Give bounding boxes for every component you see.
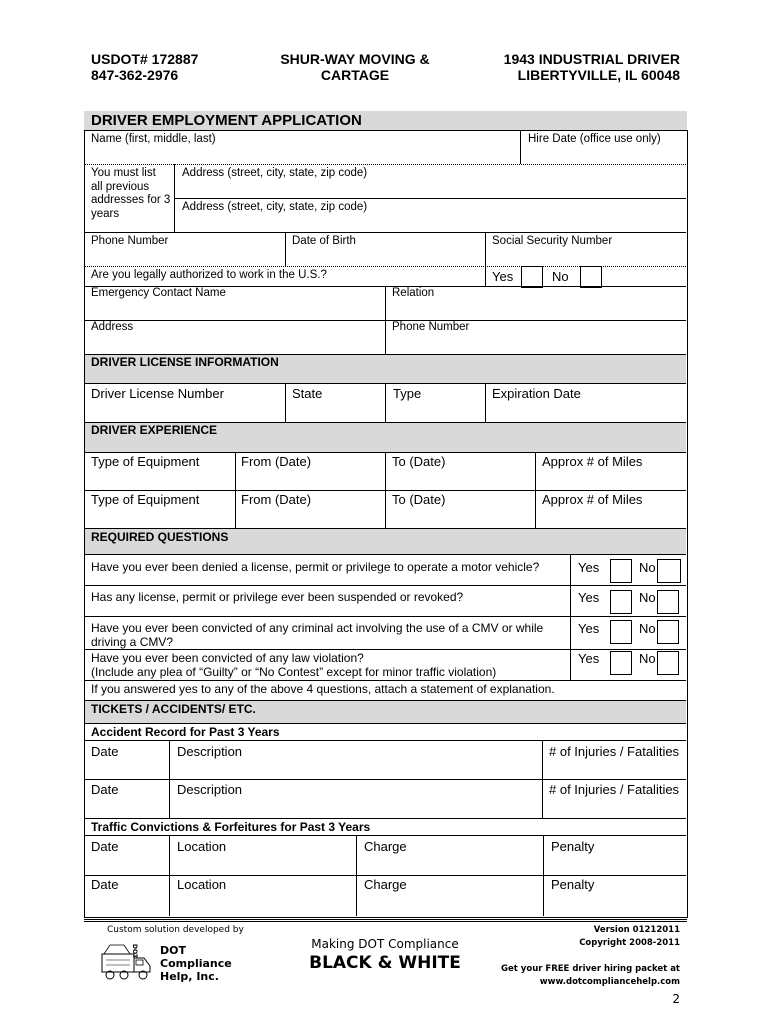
divider — [85, 585, 686, 586]
traffic-date-label: Date — [91, 839, 119, 854]
questions-section-title: REQUIRED QUESTIONS — [91, 530, 229, 544]
divider — [85, 232, 686, 233]
company-phone: 847-362-2976 — [91, 67, 179, 83]
license-state-label: State — [292, 386, 323, 401]
license-section-title: DRIVER LICENSE INFORMATION — [91, 355, 279, 369]
experience-from-label: From (Date) — [241, 454, 312, 469]
version-text: Version 01212011 — [593, 925, 680, 935]
work-authorization-question: Are you legally authorized to work in the U.S.? — [91, 269, 327, 281]
license-type-label: Type — [393, 386, 422, 401]
divider — [285, 232, 286, 266]
license-expiration-label: Expiration Date — [492, 386, 581, 401]
company-address-line2: LIBERTYVILLE, IL 60048 — [517, 67, 680, 83]
divider — [85, 740, 686, 741]
divider — [85, 779, 686, 780]
divider — [570, 554, 571, 680]
name-label: Name (first, middle, last) — [91, 133, 216, 145]
address-1-label: Address (street, city, state, zip code) — [182, 167, 368, 179]
tickets-section-title: TICKETS / ACCIDENTS/ ETC. — [91, 702, 256, 716]
q3-yes-label: Yes — [578, 621, 600, 636]
accident-description-label: Description — [177, 782, 243, 797]
q1-yes-label: Yes — [578, 560, 600, 575]
experience-to-label: To (Date) — [392, 492, 446, 507]
divider — [85, 649, 686, 650]
traffic-penalty-label: Penalty — [551, 839, 595, 854]
footer-rule — [84, 919, 687, 922]
accident-date-label: Date — [91, 782, 119, 797]
q4-no-checkbox[interactable] — [657, 651, 679, 675]
equipment-type-label: Type of Equipment — [91, 492, 200, 507]
free-packet-promo: Get your FREE driver hiring packet at — [501, 964, 680, 974]
question-suspended-revoked: Has any license, permit or privilege ever been suspended or revoked? — [91, 590, 464, 604]
question-law-violation-line1: Have you ever been convicted of any law violation? — [91, 651, 364, 665]
divider — [520, 130, 521, 164]
dob-label: Date of Birth — [292, 235, 356, 247]
company-address-line1: 1943 INDUSTRIAL DRIVER — [503, 51, 680, 67]
traffic-location-label: Location — [177, 877, 227, 892]
q2-yes-checkbox[interactable] — [610, 590, 632, 614]
license-number-label: Driver License Number — [91, 386, 224, 401]
q2-no-label: No — [639, 590, 656, 605]
authorized-yes-checkbox[interactable] — [521, 266, 543, 288]
divider — [85, 835, 686, 836]
q3-no-checkbox[interactable] — [657, 620, 679, 644]
q4-yes-label: Yes — [578, 651, 600, 666]
hire-date-label: Hire Date (office use only) — [528, 133, 661, 145]
tagline-black-and-white: BLACK & WHITE — [309, 953, 461, 973]
emergency-phone-label: Phone Number — [392, 321, 470, 333]
page-number: 2 — [672, 992, 680, 1006]
traffic-location-label: Location — [177, 839, 227, 854]
q2-yes-label: Yes — [578, 590, 600, 605]
authorized-yes-label: Yes — [492, 269, 514, 284]
accident-injuries-label: # of Injuries / Fatalities — [549, 744, 680, 759]
traffic-penalty-label: Penalty — [551, 877, 595, 892]
tagline-making-dot-compliance: Making DOT Compliance — [311, 937, 459, 951]
website-link[interactable]: www.dotcompliancehelp.com — [539, 977, 680, 987]
logo-company-name: DOT Compliance Help, Inc. — [160, 944, 232, 983]
divider — [174, 198, 686, 199]
authorized-no-label: No — [552, 269, 569, 284]
copyright-text: Copyright 2008-2011 — [579, 938, 680, 948]
experience-from-label: From (Date) — [241, 492, 312, 507]
question-law-violation-line2: (Include any plea of “Guilty” or “No Contest” except for minor traffic violation) — [91, 665, 497, 679]
emergency-contact-name-label: Emergency Contact Name — [91, 287, 226, 299]
q3-no-label: No — [639, 621, 656, 636]
divider — [385, 383, 386, 422]
phone-label: Phone Number — [91, 235, 169, 247]
q1-no-label: No — [639, 560, 656, 575]
accident-description-label: Description — [177, 744, 243, 759]
divider — [169, 835, 170, 916]
divider — [169, 740, 170, 818]
address-2-label: Address (street, city, state, zip code) — [182, 201, 368, 213]
accident-record-title: Accident Record for Past 3 Years — [91, 725, 280, 739]
logo-side-text: DOT — [131, 944, 138, 959]
divider — [85, 164, 686, 165]
q1-no-checkbox[interactable] — [657, 559, 681, 583]
divider — [85, 616, 686, 617]
traffic-charge-label: Charge — [364, 839, 407, 854]
q3-yes-checkbox[interactable] — [610, 620, 632, 644]
experience-section-title: DRIVER EXPERIENCE — [91, 423, 218, 437]
approx-miles-label: Approx # of Miles — [542, 492, 643, 507]
previous-addresses-note: You must list all previous addresses for 3 years — [91, 167, 171, 220]
usdot-number: USDOT# 172887 — [91, 51, 199, 67]
form-title: DRIVER EMPLOYMENT APPLICATION — [91, 112, 362, 129]
form-frame — [84, 130, 688, 918]
traffic-date-label: Date — [91, 877, 119, 892]
traffic-convictions-title: Traffic Convictions & Forfeitures for Past 3 Years — [91, 820, 371, 834]
divider — [285, 383, 286, 422]
truck-logo-icon — [100, 940, 158, 986]
divider — [85, 875, 686, 876]
equipment-type-label: Type of Equipment — [91, 454, 200, 469]
question-criminal-act-cmv-line1: Have you ever been convicted of any criminal act involving the use of a CMV or while — [91, 621, 544, 635]
accident-injuries-label: # of Injuries / Fatalities — [549, 782, 680, 797]
relation-label: Relation — [392, 287, 435, 299]
divider — [542, 740, 543, 818]
experience-to-label: To (Date) — [392, 454, 446, 469]
divider — [535, 452, 536, 528]
traffic-charge-label: Charge — [364, 877, 407, 892]
q4-no-label: No — [639, 651, 656, 666]
divider — [485, 232, 486, 287]
approx-miles-label: Approx # of Miles — [542, 454, 643, 469]
divider — [235, 452, 236, 528]
question-denied-license: Have you ever been denied a license, permit or privilege to operate a motor vehicle? — [91, 560, 540, 574]
company-name-line1: SHUR-WAY MOVING & — [280, 51, 430, 67]
explanation-note: If you answered yes to any of the above 4 questions, attach a statement of explanation. — [91, 682, 555, 696]
divider — [85, 554, 686, 555]
divider — [85, 818, 686, 819]
q2-no-checkbox[interactable] — [657, 590, 679, 614]
developed-by-text: Custom solution developed by — [107, 925, 244, 935]
divider — [356, 835, 357, 916]
emergency-address-label: Address — [91, 321, 134, 333]
ssn-label: Social Security Number — [492, 235, 613, 247]
q1-yes-checkbox[interactable] — [610, 559, 632, 583]
divider — [85, 723, 686, 724]
company-name-line2: CARTAGE — [320, 67, 390, 83]
divider — [385, 452, 386, 528]
authorized-no-checkbox[interactable] — [580, 266, 602, 288]
divider — [543, 835, 544, 916]
accident-date-label: Date — [91, 744, 119, 759]
divider — [85, 320, 686, 321]
question-criminal-act-cmv-line2: driving a CMV? — [91, 635, 174, 649]
divider — [485, 383, 486, 422]
divider — [85, 680, 686, 681]
q4-yes-checkbox[interactable] — [610, 651, 632, 675]
